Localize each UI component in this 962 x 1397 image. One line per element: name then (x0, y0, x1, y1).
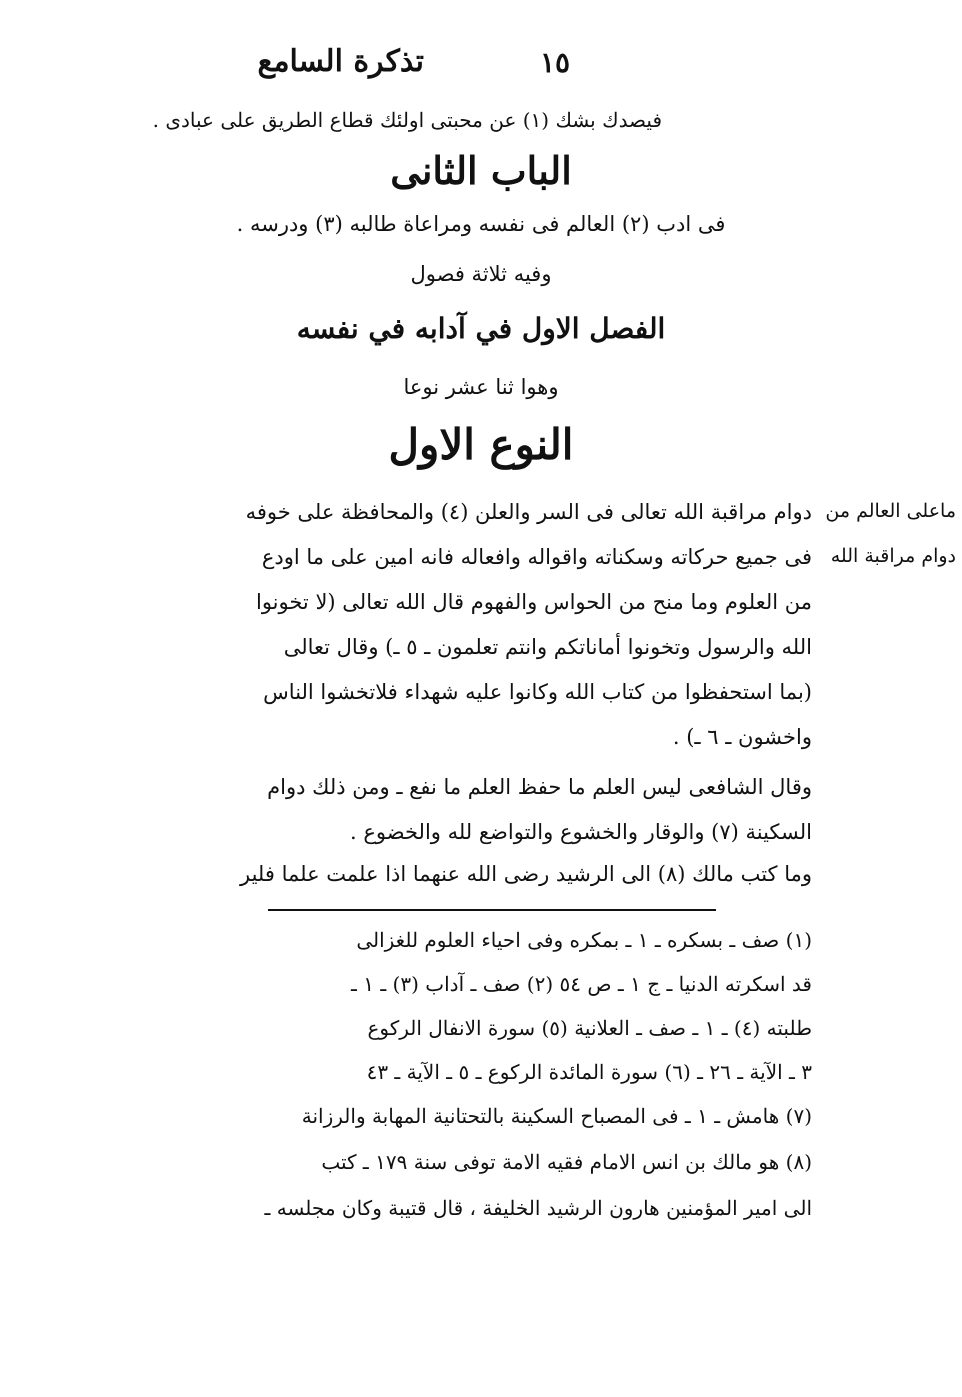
body-line: وقال الشافعى ليس العلم ما حفظ العلم ما نفع ـ ومن ذلك دوام (267, 775, 812, 799)
section-count: وهوا ثنا عشر نوعا (403, 375, 559, 399)
body-line: من العلوم وما منح من الحواس والفهوم قال الله تعالى (لا تخونوا (256, 590, 812, 614)
chapter-title: الباب الثانى (390, 148, 572, 193)
opening-line: فيصدك بشك (١) عن محبتى اولئك قطاع الطريق على عبادى . (152, 108, 662, 132)
body-line: السكينة (٧) والوقار والخشوع والتواضع لله والخضوع . (350, 820, 812, 844)
footnote-line: الى امير المؤمنين هارون الرشيد الخليفة ، قال قتيبة وكان مجلسه ـ (264, 1196, 812, 1220)
margin-note: ماعلى العالم من (825, 500, 956, 522)
running-title: تذكرة السامع (257, 44, 424, 79)
chapter-subtitle: فى ادب (٢) العالم فى نفسه ومراعاة طالبه (٣) ودرسه . (236, 212, 726, 236)
body-line: (بما استحفظوا من كتاب الله وكانوا عليه شهداء فلاتخشوا الناس (263, 680, 812, 704)
footnote-line: قد اسكرته الدنيا ـ ج ١ ـ ص ٥٤ (٢) صف ـ آداب (٣) ـ ١ ـ (351, 972, 812, 996)
footnote-divider (268, 909, 716, 911)
margin-note: دوام مراقبة الله (830, 545, 956, 567)
type-heading: النوع الاول (388, 420, 574, 469)
page-number: ١٥ (540, 46, 571, 79)
section-title: الفصل الاول في آدابه في نفسه (296, 312, 666, 345)
body-line: دوام مراقبة الله تعالى فى السر والعلن (٤) والمحافظة على خوفه (245, 500, 812, 524)
body-line: وما كتب مالك (٨) الى الرشيد رضى الله عنهما اذا علمت علما فلير (240, 862, 812, 886)
footnote-line: طلبته (٤) ـ ١ ـ صف ـ العلانية (٥) سورة الانفال الركوع (367, 1016, 812, 1040)
footnote-line: (١) صف ـ بسكره ـ ١ ـ بمكره وفى احياء العلوم للغزالى (356, 928, 812, 952)
body-line: فى جميع حركاته وسكناته واقواله وافعاله فانه امين على ما اودع (261, 545, 812, 569)
footnote-line: (٨) هو مالك بن انس الامام فقيه الامة توفى سنة ١٧٩ ـ كتب (321, 1150, 812, 1174)
footnote-line: (٧) هامش ـ ١ ـ فى المصباح السكينة بالتحتانية المهابة والرزانة (301, 1104, 812, 1128)
chapter-contents: وفيه ثلاثة فصول (410, 262, 552, 286)
body-line: الله والرسول وتخونوا أماناتكم وانتم تعلمون ـ ٥ ـ) وقال تعالى (283, 635, 812, 659)
body-line: واخشون ـ ٦ ـ) . (672, 725, 812, 749)
footnote-line: ٣ ـ الآية ـ ٢٦ ـ (٦) سورة المائدة الركوع ـ ٥ ـ الآية ـ ٤٣ (366, 1060, 812, 1084)
